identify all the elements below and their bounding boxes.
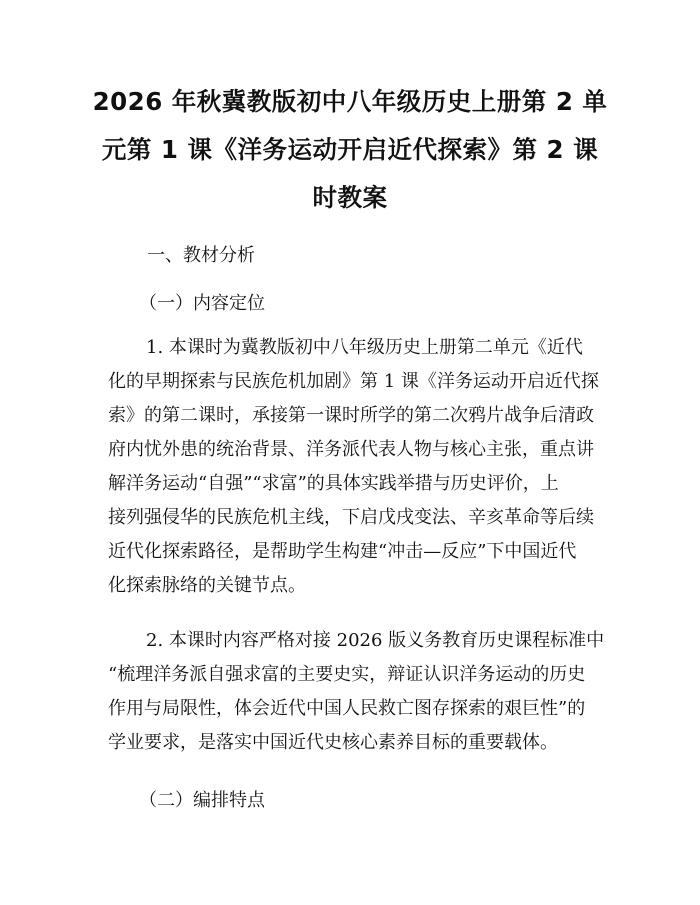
- subsection-heading-content-positioning: （一）内容定位: [139, 293, 265, 314]
- paragraph-line: 接列强侵华的民族危机主线，下启戊戌变法、辛亥革命等后续: [108, 507, 594, 528]
- section-heading-textbook-analysis: 一、教材分析: [147, 245, 255, 266]
- paragraph-line: 2. 本课时内容严格对接 2026 版义务教育历史课程标准中: [146, 630, 605, 651]
- document-title: [88, 78, 612, 222]
- paragraph-line: 学业要求，是落实中国近代史核心素养目标的重要载体。: [108, 732, 558, 753]
- paragraph-line: 近代化探索路径，是帮助学生构建“冲击—反应”下中国近代: [108, 541, 577, 562]
- title-line: 2026 年秋冀教版初中八年级历史上册第 2 单: [92, 87, 608, 116]
- paragraph-line: 索》的第二课时，承接第一课时所学的第二次鸦片战争后清政: [108, 405, 594, 426]
- paragraph-line: 化探索脉络的关键节点。: [108, 575, 306, 596]
- paragraph-1: [108, 331, 604, 603]
- paragraph-line: 化的早期探索与民族危机加剧》第 1 课《洋务运动开启近代探: [108, 371, 599, 392]
- title-line: 时教案: [312, 183, 388, 212]
- paragraph-line: “梳理洋务派自强求富的主要史实，辩证认识洋务运动的历史: [108, 664, 586, 685]
- title-line: 元第 1 课《洋务运动开启近代探索》第 2 课: [101, 135, 599, 164]
- subsection-heading-layout-features: （二）编排特点: [139, 790, 265, 811]
- paragraph-line: 府内忧外患的统治背景、洋务派代表人物与核心主张，重点讲: [108, 439, 594, 460]
- paragraph-2: [108, 624, 604, 760]
- paragraph-line: 解洋务运动“自强”“求富”的具体实践举措与历史评价，上: [108, 473, 559, 494]
- paragraph-line: 1. 本课时为冀教版初中八年级历史上册第二单元《近代: [146, 337, 583, 358]
- paragraph-line: 作用与局限性，体会近代中国人民救亡图存探索的艰巨性”的: [108, 698, 586, 719]
